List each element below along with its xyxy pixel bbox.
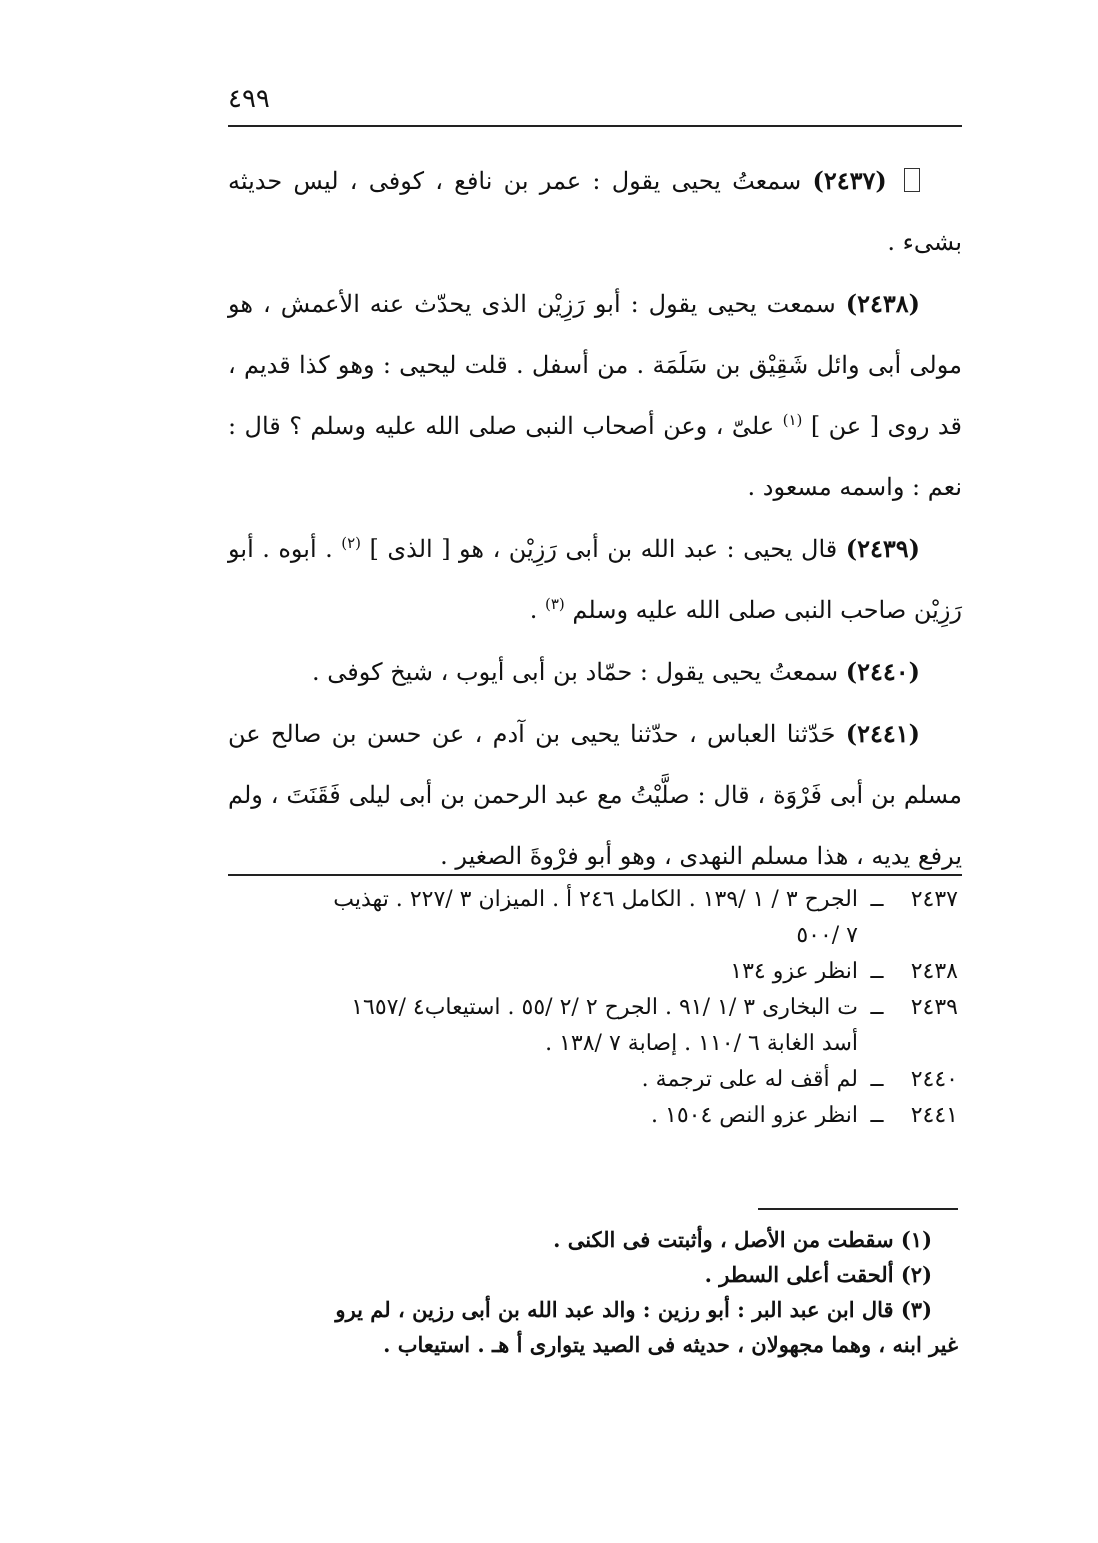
entry-text: . أبوه . أبو رَزِيْن صاحب النبى صلى الله عليه وسلم bbox=[228, 535, 962, 624]
page-number: ٤٩٩ bbox=[228, 84, 270, 114]
entry-number: (٢٤٤١) bbox=[845, 719, 920, 748]
entry-2437 bbox=[228, 150, 962, 273]
reference-text: ت البخارى ٣ /١ /٩١ . الجرح ٢ /٢ /٥٥ . استيعاب٤ /١٦٥٧ bbox=[351, 995, 858, 1020]
entry-text: سمعتُ يحيى يقول : عمر بن نافع ، كوفى ، ليس حديثه بشىء . bbox=[228, 167, 962, 256]
footnote-ref: (٣) bbox=[545, 595, 565, 613]
entry-number: (٢٤٣٨) bbox=[845, 289, 920, 318]
reference-text: انظر عزو ١٣٤ bbox=[730, 959, 858, 984]
entry-text: علىّ ، وعن أصحاب النبى صلى الله عليه وسلم ؟ قال : نعم : واسمه مسعود . bbox=[228, 412, 962, 501]
entry-text: . bbox=[529, 596, 538, 624]
main-text bbox=[228, 150, 962, 887]
entry-number: (٢٤٤٠) bbox=[845, 657, 920, 686]
entry-2441 bbox=[228, 703, 962, 887]
reference-item bbox=[228, 990, 958, 1026]
reference-dash: ــ bbox=[870, 1103, 884, 1128]
reference-item bbox=[228, 1098, 958, 1134]
entry-text: سمعتُ يحيى يقول : حمّاد بن أبى أيوب ، شيخ كوفى . bbox=[312, 658, 839, 686]
footnote-3: (٣) قال ابن عبد البر : أبو رزين : والد عبد الله بن أبى رزين ، لم يرو bbox=[335, 1297, 932, 1322]
footnotes bbox=[228, 1222, 958, 1362]
reference-continuation: أسد الغابة ٦ /١١٠ . إصابة ٧ /١٣٨ . bbox=[545, 1031, 858, 1056]
reference-item bbox=[228, 954, 958, 990]
reference-dash: ــ bbox=[870, 1067, 884, 1092]
footnotes-rule bbox=[758, 1208, 958, 1210]
reference-text: لم أقف له على ترجمة . bbox=[641, 1067, 858, 1092]
reference-number: ٢٤٣٨ bbox=[910, 959, 958, 984]
entry-2440 bbox=[228, 641, 962, 703]
footnote-1: (١) سقطت من الأصل ، وأثبتت فى الكنى . bbox=[553, 1227, 932, 1252]
references bbox=[228, 882, 958, 1134]
footnote-3-continuation: غير ابنه ، وهما مجهولان ، حديثه فى الصيد يتوارى أ هـ . استيعاب . bbox=[383, 1332, 958, 1357]
reference-continuation: ٧ /٥٠٠ bbox=[796, 923, 858, 948]
entry-2439 bbox=[228, 518, 962, 641]
reference-text: انظر عزو النص ١٥٠٤ . bbox=[651, 1103, 858, 1128]
footnote-2: (٢) ألحقت أعلى السطر . bbox=[704, 1262, 932, 1287]
entry-text: حَدّثنا العباس ، حدّثنا يحيى بن آدم ، عن حسن بن صالح عن مسلم بن أبى فَرْوَة ، قال : صلَّيْتُ مع عبد الرحمن بن أبى ليلى فَقَنَتَ ، ولم يرفع يديه ، هذا مسلم النهدى ، وهو أبو فرْوةَ الصغير . bbox=[228, 720, 962, 870]
reference-number: ٢٤٣٩ bbox=[910, 995, 958, 1020]
footnote-ref: (١) bbox=[782, 411, 803, 429]
header-rule bbox=[228, 125, 962, 127]
reference-item bbox=[228, 1062, 958, 1098]
entry-text: قال يحيى : عبد الله بن أبى رَزِيْن ، هو [ الذى ] bbox=[369, 535, 838, 563]
footnote-ref: (٢) bbox=[341, 534, 362, 552]
reference-dash: ــ bbox=[870, 995, 884, 1020]
reference-text: الجرح ٣ / ١ /١٣٩ . الكامل ٢٤٦ أ . الميزان ٣ /٢٢٧ . تهذيب bbox=[333, 887, 858, 912]
entry-text: سمعت يحيى يقول : أبو رَزِيْن الذى يحدّث عنه الأعمش ، هو مولى أبى وائل شَقِيْق بن سَلَمَة . من أسفل . قلت ليحيى : وهو كذا قديم ، قد روى [ عن ] bbox=[228, 290, 962, 440]
reference-number: ٢٤٣٧ bbox=[910, 887, 958, 912]
reference-item bbox=[228, 882, 958, 918]
marker-box-icon bbox=[904, 168, 920, 192]
reference-number: ٢٤٤٠ bbox=[910, 1067, 958, 1092]
references-rule bbox=[228, 874, 962, 876]
entry-number: (٢٤٣٧) bbox=[812, 166, 887, 195]
reference-dash: ــ bbox=[870, 959, 884, 984]
reference-dash: ــ bbox=[870, 887, 884, 912]
entry-2438 bbox=[228, 273, 962, 518]
reference-number: ٢٤٤١ bbox=[910, 1103, 958, 1128]
entry-number: (٢٤٣٩) bbox=[845, 534, 920, 563]
